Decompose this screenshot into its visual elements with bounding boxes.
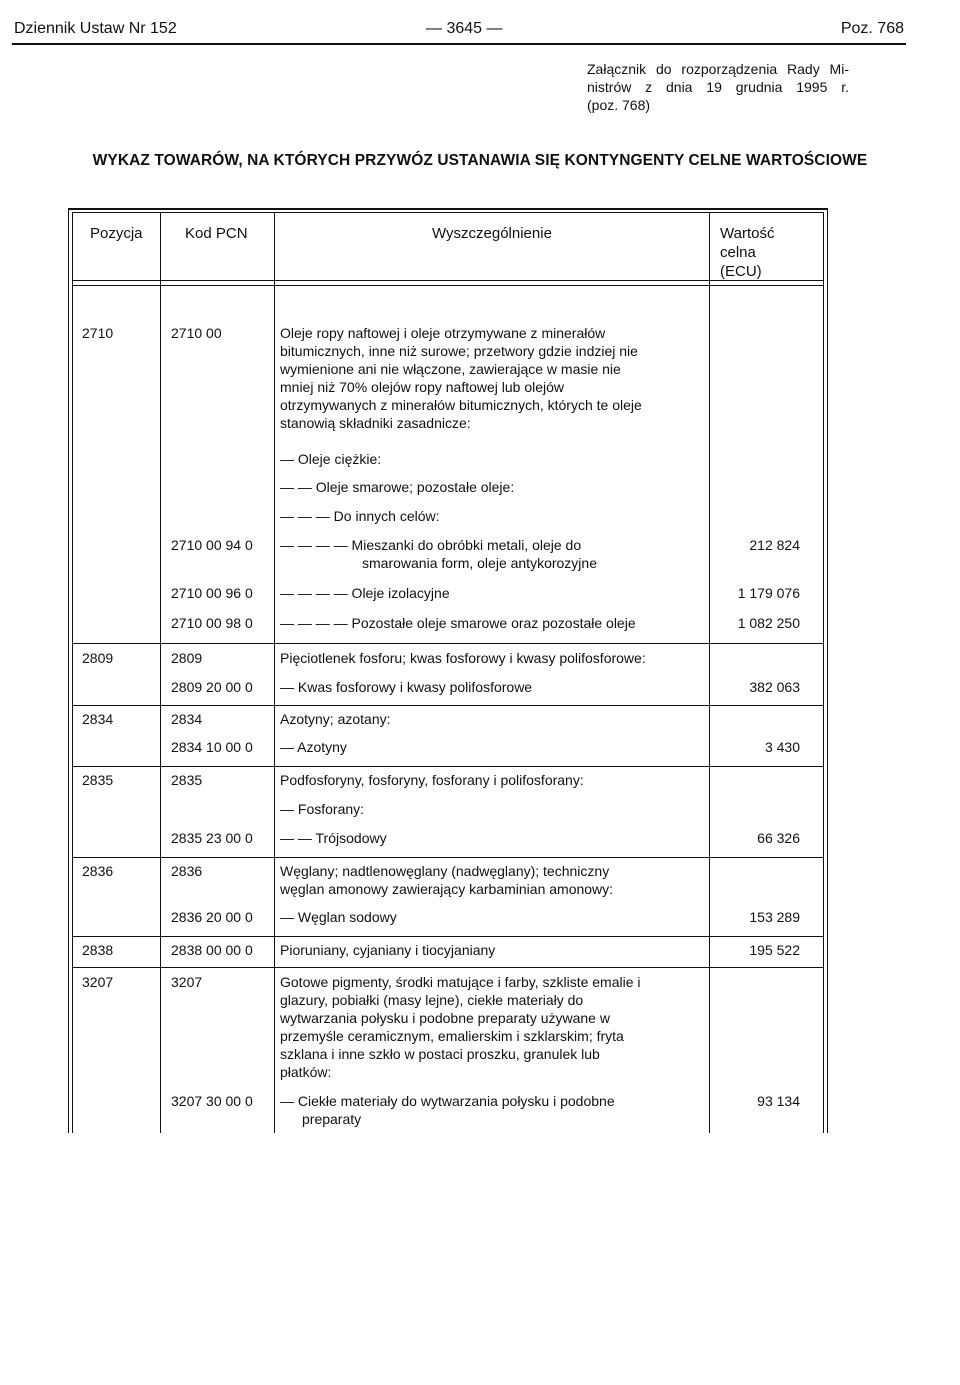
page-number: — 3645 — <box>426 20 503 37</box>
cell-wyszczegolnienie: — Fosforany: <box>280 801 365 817</box>
cell-wyszczegolnienie: stanowią składniki zasadnicze: <box>280 415 471 431</box>
cell-wyszczegolnienie: — Oleje ciężkie: <box>280 451 382 467</box>
cell-wyszczegolnienie: — Ciekłe materiały do wytwarzania połysku i podobne <box>280 1093 615 1109</box>
cell-wartosc-celna: 212 824 <box>749 537 800 553</box>
header-pozycja: Pozycja <box>90 225 143 242</box>
cell-kod-pcn: 2809 <box>171 650 203 666</box>
journal-title: Dziennik Ustaw Nr 152 <box>14 20 177 37</box>
cell-pozycja: 2710 <box>82 325 114 341</box>
cell-kod-pcn: 2710 00 <box>171 325 222 341</box>
cell-wyszczegolnienie: przemyśle ceramicznym, emalierskim i szklarskim; fryta <box>280 1028 624 1044</box>
document-title: WYKAZ TOWARÓW, NA KTÓRYCH PRZYWÓZ USTANAWIA SIĘ KONTYNGENTY CELNE WARTOŚCIOWE <box>92 152 868 169</box>
header-wartosc: Wartość <box>720 225 775 242</box>
cell-wyszczegolnienie: Pięciotlenek fosforu; kwas fosforowy i kwasy polifosforowe: <box>280 650 646 666</box>
row-separator <box>72 643 824 644</box>
cell-wartosc-celna: 1 179 076 <box>737 585 800 601</box>
cell-kod-pcn: 2710 00 94 0 <box>171 537 253 553</box>
annex-line-2: nistrów z dnia 19 grudnia 1995 r. <box>587 79 849 95</box>
cell-wyszczegolnienie: — — — Do innych celów: <box>280 508 440 524</box>
cell-pozycja: 3207 <box>82 974 114 990</box>
cell-pozycja: 2838 <box>82 942 114 958</box>
cell-wyszczegolnienie: płatków: <box>280 1064 332 1080</box>
cell-pozycja: 2835 <box>82 772 114 788</box>
cell-pozycja: 2809 <box>82 650 114 666</box>
table-top-border-inner <box>72 212 824 213</box>
cell-wartosc-celna: 93 134 <box>757 1093 800 1109</box>
table-right-border-inner <box>823 212 824 1133</box>
header-bottom-rule-2 <box>72 285 824 286</box>
cell-kod-pcn: 2834 <box>171 711 203 727</box>
row-separator <box>72 936 824 937</box>
cell-kod-pcn: 2838 00 00 0 <box>171 942 253 958</box>
table-top-border <box>68 208 828 210</box>
cell-kod-pcn: 2835 23 00 0 <box>171 830 253 846</box>
cell-wyszczegolnienie: — — Trójsodowy <box>280 830 387 846</box>
table-left-border <box>68 208 69 1133</box>
position-number: Poz. 768 <box>840 20 904 37</box>
annex-line-1: Załącznik do rozporządzenia Rady Mi- <box>587 61 849 77</box>
cell-wyszczegolnienie: Azotyny; azotany: <box>280 711 391 727</box>
cell-pozycja: 2836 <box>82 863 114 879</box>
cell-wyszczegolnienie: Węglany; nadtlenowęglany (nadwęglany); techniczny <box>280 863 610 879</box>
header-celna: celna <box>720 244 756 261</box>
header-ecu: (ECU) <box>720 263 762 280</box>
cell-kod-pcn: 3207 30 00 0 <box>171 1093 253 1109</box>
table-left-border-inner <box>72 212 73 1133</box>
annex-line-3: (poz. 768) <box>587 97 651 113</box>
row-separator <box>72 967 824 968</box>
cell-wyszczegolnienie: Podfosforyny, fosforyny, fosforany i polifosforany: <box>280 772 584 788</box>
cell-wartosc-celna: 153 289 <box>749 909 800 925</box>
row-separator <box>72 766 824 767</box>
header-bottom-rule <box>72 280 824 281</box>
cell-kod-pcn: 2836 20 00 0 <box>171 909 253 925</box>
col-sep-1 <box>160 212 161 1133</box>
cell-kod-pcn: 2809 20 00 0 <box>171 679 253 695</box>
cell-wyszczegolnienie: preparaty <box>302 1111 362 1127</box>
cell-wyszczegolnienie: Pioruniany, cyjaniany i tiocyjaniany <box>280 942 496 958</box>
cell-wartosc-celna: 382 063 <box>749 679 800 695</box>
cell-wyszczegolnienie: wytwarzania połysku i podobne preparaty używane w <box>280 1010 610 1026</box>
cell-wyszczegolnienie: Oleje ropy naftowej i oleje otrzymywane z minerałów <box>280 325 606 341</box>
header-rule <box>12 43 906 45</box>
cell-wyszczegolnienie: — — — — Mieszanki do obróbki metali, oleje do <box>280 537 582 553</box>
goods-table <box>68 208 828 1133</box>
cell-pozycja: 2834 <box>82 711 114 727</box>
cell-wyszczegolnienie: mniej niż 70% olejów ropy naftowej lub olejów <box>280 379 565 395</box>
cell-wartosc-celna: 66 326 <box>757 830 800 846</box>
cell-wyszczegolnienie: — Azotyny <box>280 739 347 755</box>
cell-kod-pcn: 2836 <box>171 863 203 879</box>
cell-wyszczegolnienie: Gotowe pigmenty, środki matujące i farby, szkliste emalie i <box>280 974 641 990</box>
cell-wyszczegolnienie: otrzymywanych z minerałów bitumicznych, których te oleje <box>280 397 642 413</box>
table-right-border <box>827 208 828 1133</box>
cell-kod-pcn: 2835 <box>171 772 203 788</box>
cell-wyszczegolnienie: — — Oleje smarowe; pozostałe oleje: <box>280 479 515 495</box>
cell-wyszczegolnienie: — — — — Pozostałe oleje smarowe oraz pozostałe oleje <box>280 615 636 631</box>
page-header <box>14 20 904 42</box>
cell-wartosc-celna: 195 522 <box>749 942 800 958</box>
cell-wyszczegolnienie: — Kwas fosforowy i kwasy polifosforowe <box>280 679 533 695</box>
cell-wyszczegolnienie: — — — — Oleje izolacyjne <box>280 585 450 601</box>
cell-wyszczegolnienie: węglan amonowy zawierający karbaminian amonowy: <box>280 881 614 897</box>
cell-wyszczegolnienie: szklana i inne szkło w postaci proszku, granulek lub <box>280 1046 600 1062</box>
col-sep-3 <box>709 212 710 1133</box>
cell-kod-pcn: 3207 <box>171 974 203 990</box>
cell-wyszczegolnienie: bitumicznych, inne niż surowe; przetwory gdzie indziej nie <box>280 343 638 359</box>
cell-wartosc-celna: 3 430 <box>764 739 800 755</box>
header-wyszczegolnienie: Wyszczególnienie <box>432 225 552 242</box>
cell-kod-pcn: 2834 10 00 0 <box>171 739 253 755</box>
cell-wyszczegolnienie: wymienione ani nie włączone, zawierające w masie nie <box>280 361 621 377</box>
cell-kod-pcn: 2710 00 96 0 <box>171 585 253 601</box>
row-separator <box>72 857 824 858</box>
cell-kod-pcn: 2710 00 98 0 <box>171 615 253 631</box>
cell-wyszczegolnienie: — Węglan sodowy <box>280 909 397 925</box>
cell-wyszczegolnienie: glazury, pobiałki (masy lejne), ciekłe materiały do <box>280 992 584 1008</box>
header-kod-pcn: Kod PCN <box>185 225 248 242</box>
cell-wyszczegolnienie: smarowania form, oleje antykorozyjne <box>362 555 597 571</box>
annex-note <box>587 60 849 114</box>
col-sep-2 <box>274 212 275 1133</box>
cell-wartosc-celna: 1 082 250 <box>737 615 800 631</box>
row-separator <box>72 705 824 706</box>
